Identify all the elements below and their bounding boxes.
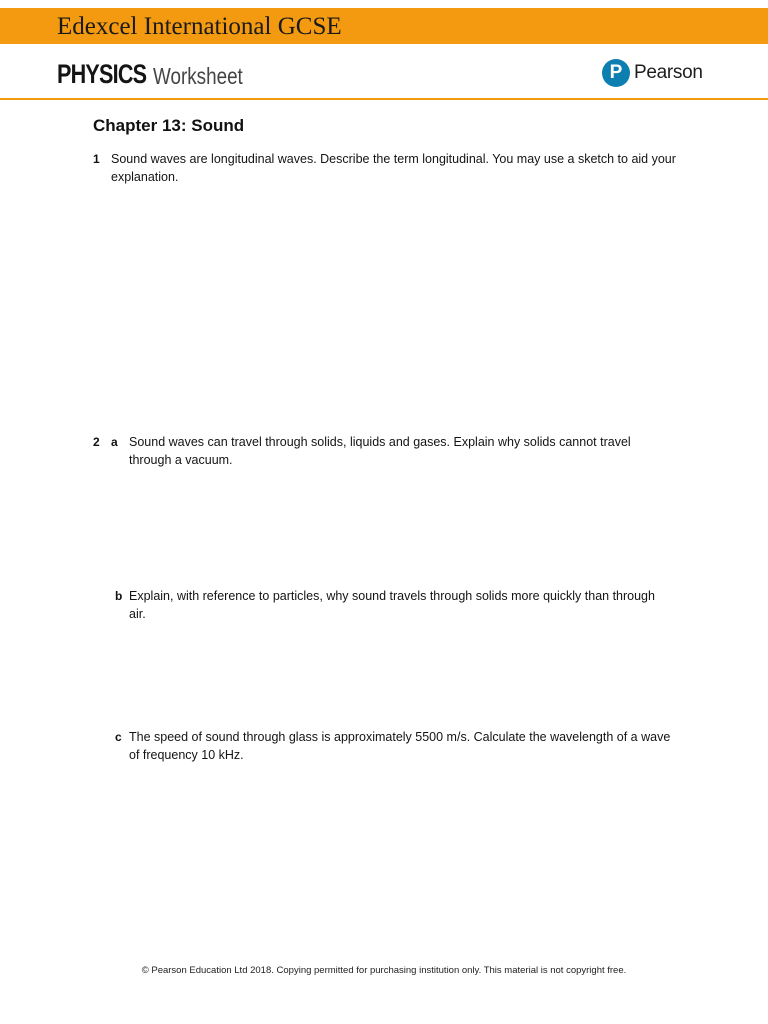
- chapter-title: Chapter 13: Sound: [93, 116, 245, 135]
- subject-title: PHYSICS: [57, 59, 147, 89]
- question-2b-text: Explain, with reference to particles, why sound travels through solids more quickly than through air.: [129, 589, 655, 621]
- question-2b-label: b: [115, 589, 123, 603]
- document-type: Worksheet: [153, 63, 243, 89]
- question-2c-label: c: [115, 730, 122, 744]
- header-banner: [0, 8, 768, 44]
- question-1-text: Sound waves are longitudinal waves. Describe the term longitudinal. You may use a sketch to aid your explanation.: [111, 152, 676, 184]
- question-2-number: 2: [93, 435, 100, 449]
- question-2a-label: a: [111, 435, 118, 449]
- pearson-logo: [602, 58, 703, 88]
- question-1-number: 1: [93, 152, 100, 166]
- pearson-wordmark: Pearson: [634, 62, 703, 83]
- series-title: Edexcel International GCSE: [57, 13, 342, 40]
- question-2c-text: The speed of sound through glass is approximately 5500 m/s. Calculate the wavelength of a wave of frequency 10 kHz.: [129, 730, 671, 762]
- subject-heading: [57, 56, 243, 92]
- copyright-footer: © Pearson Education Ltd 2018. Copying permitted for purchasing institution only. This material is not copyright free.: [141, 965, 627, 976]
- question-2a-text: Sound waves can travel through solids, liquids and gases. Explain why solids cannot travel through a vacuum.: [129, 435, 631, 467]
- pearson-logo-icon: P: [602, 59, 630, 87]
- header-divider: [0, 98, 768, 100]
